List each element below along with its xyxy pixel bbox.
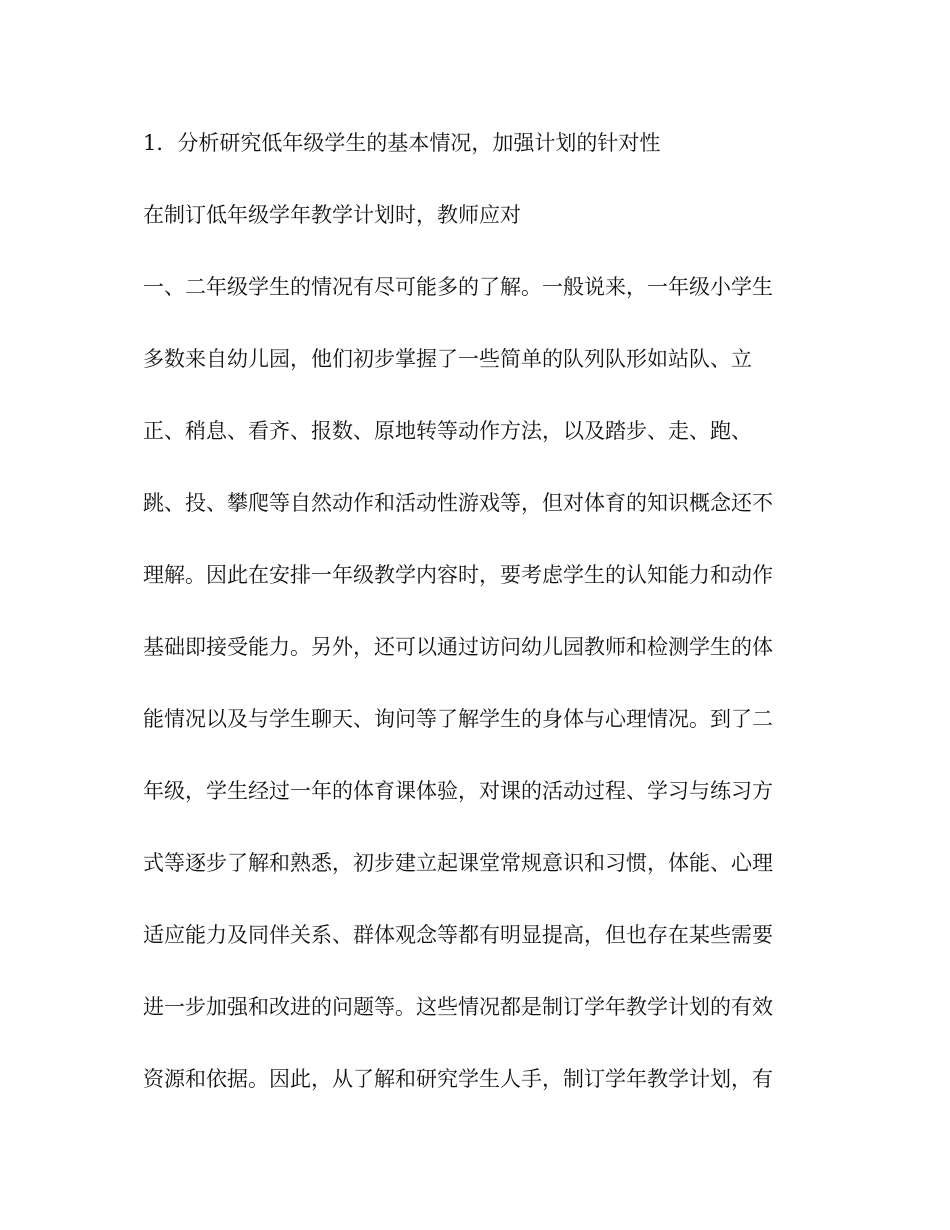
- text-line: 在制订低年级学年教学计划时，教师应对: [143, 203, 521, 227]
- text-line: 进一步加强和改进的问题等。这些情况都是制订学年教学计划的有效: [143, 995, 773, 1019]
- text-line: 资源和依据。因此，从了解和研究学生人手，制订学年教学计划，有: [143, 1067, 773, 1091]
- text-line: 适应能力及同伴关系、群体观念等都有明显提高，但也存在某些需要: [143, 923, 773, 947]
- text-line: 正、稍息、看齐、报数、原地转等动作方法，以及踏步、走、跑、: [143, 419, 752, 443]
- text-line: 年级，学生经过一年的体育课体验，对课的活动过程、学习与练习方: [143, 779, 773, 803]
- text-line: 一、二年级学生的情况有尽可能多的了解。一般说来，一年级小学生: [143, 275, 773, 299]
- text-line: 跳、投、攀爬等自然动作和活动性游戏等，但对体育的知识概念还不: [143, 491, 773, 515]
- text-line: 式等逐步了解和熟悉，初步建立起课堂常规意识和习惯，体能、心理: [143, 851, 773, 875]
- body-text: [143, 125, 803, 1133]
- text-line: 能情况以及与学生聊天、询问等了解学生的身体与心理情况。到了二: [143, 707, 773, 731]
- text-line: 理解。因此在安排一年级教学内容时，要考虑学生的认知能力和动作: [143, 563, 773, 587]
- text-line: 多数来自幼儿园，他们初步掌握了一些简单的队列队形如站队、立: [143, 347, 752, 371]
- section-heading: 1．分析研究低年级学生的基本情况，加强计划的针对性: [143, 131, 661, 155]
- text-line: 基础即接受能力。另外，还可以通过访问幼儿园教师和检测学生的体: [143, 635, 773, 659]
